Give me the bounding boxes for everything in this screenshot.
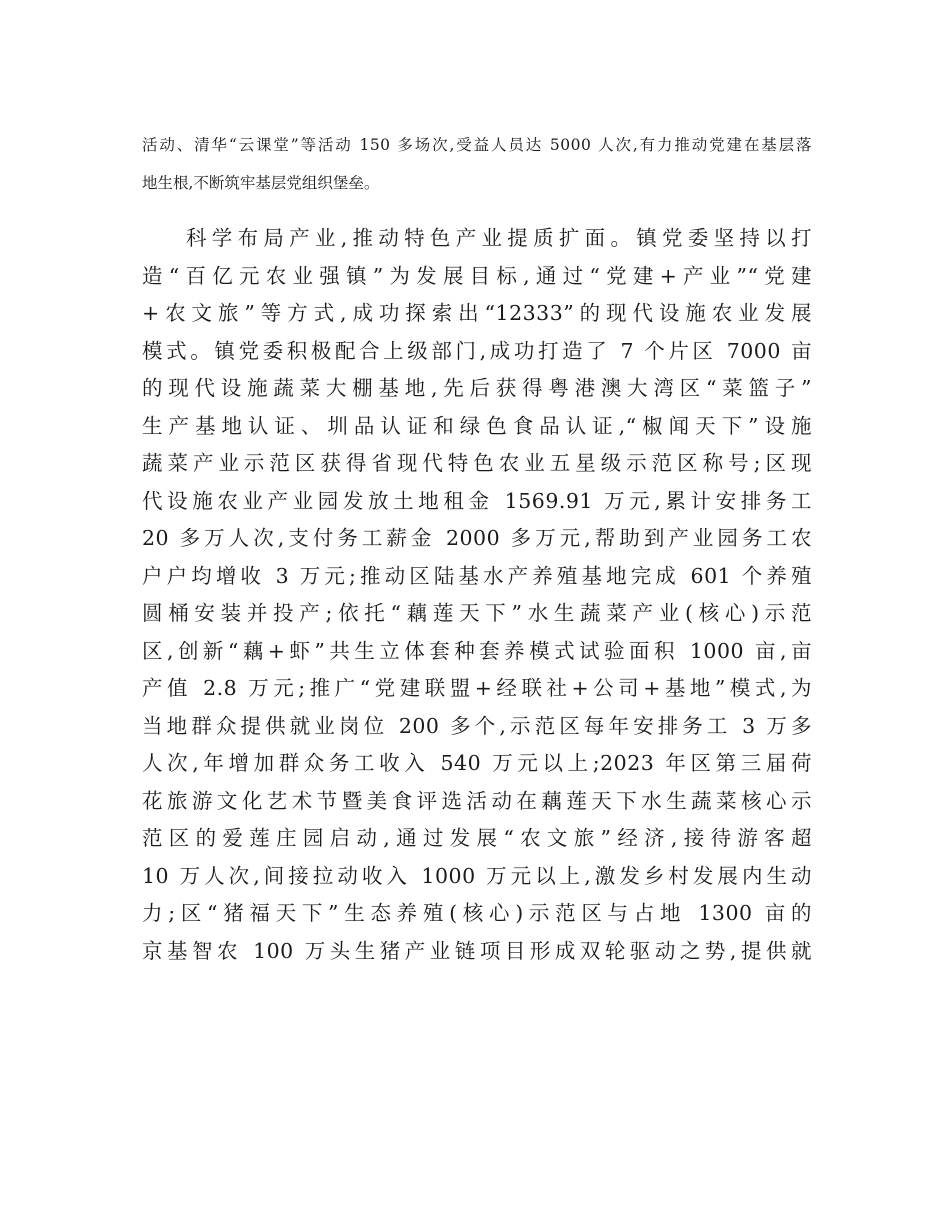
body-line: 的现代设施蔬菜大棚基地,先后获得粤港澳大湾区“菜篮子” <box>142 376 812 400</box>
body-line: 京基智农 100 万头生猪产业链项目形成双轮驱动之势,提供就 <box>142 938 812 963</box>
body-line: 10 万人次,间接拉动收入 1000 万元以上,激发乡村发展内生动 <box>142 863 812 888</box>
body-line: 代设施农业产业园发放土地租金 1569.91 万元,累计安排务工 <box>142 488 812 513</box>
intro-paragraph <box>142 126 812 202</box>
body-line: 科学布局产业,推动特色产业提质扩面。镇党委坚持以打 <box>186 226 812 250</box>
intro-line-2: 地生根,不断筑牢基层党组织堡垒。 <box>142 174 380 192</box>
intro-line-1: 活动、清华“云课堂”等活动 150 多场次,受益人员达 5000 人次,有力推动党建在基层落 <box>142 136 812 154</box>
body-line: 范区的爱莲庄园启动,通过发展“农文旅”经济,接待游客超 <box>142 826 812 850</box>
body-paragraph <box>142 220 812 970</box>
body-line: 产值 2.8 万元;推广“党建联盟+经联社+公司+基地”模式,为 <box>142 676 812 700</box>
body-line: 20 多万人次,支付务工薪金 2000 多万元,帮助到产业园务工农 <box>142 526 812 550</box>
body-line: 力;区“猪福天下”生态养殖(核心)示范区与占地 1300 亩的 <box>142 901 812 925</box>
body-line: 人次,年增加群众务工收入 540 万元以上;2023 年区第三届荷 <box>142 751 812 775</box>
body-line: 生产基地认证、圳品认证和绿色食品认证,“椒闻天下”设施 <box>142 413 812 438</box>
body-line: +农文旅”等方式,成功探索出“12333”的现代设施农业发展 <box>142 301 812 325</box>
body-line: 蔬菜产业示范区获得省现代特色农业五星级示范区称号;区现 <box>142 451 812 475</box>
body-line: 造“百亿元农业强镇”为发展目标,通过“党建+产业”“党建 <box>142 263 812 288</box>
body-line: 模式。镇党委积极配合上级部门,成功打造了 7 个片区 7000 亩 <box>142 338 812 363</box>
body-line: 户户均增收 3 万元;推动区陆基水产养殖基地完成 601 个养殖 <box>142 563 812 588</box>
body-line: 当地群众提供就业岗位 200 多个,示范区每年安排务工 3 万多 <box>142 713 812 738</box>
body-line: 区,创新“藕+虾”共生立体套种套养模式试验面积 1000 亩,亩 <box>142 638 812 663</box>
body-line: 圆桶安装并投产;依托“藕莲天下”水生蔬菜产业(核心)示范 <box>142 601 812 625</box>
body-line: 花旅游文化艺术节暨美食评选活动在藕莲天下水生蔬菜核心示 <box>142 788 812 813</box>
